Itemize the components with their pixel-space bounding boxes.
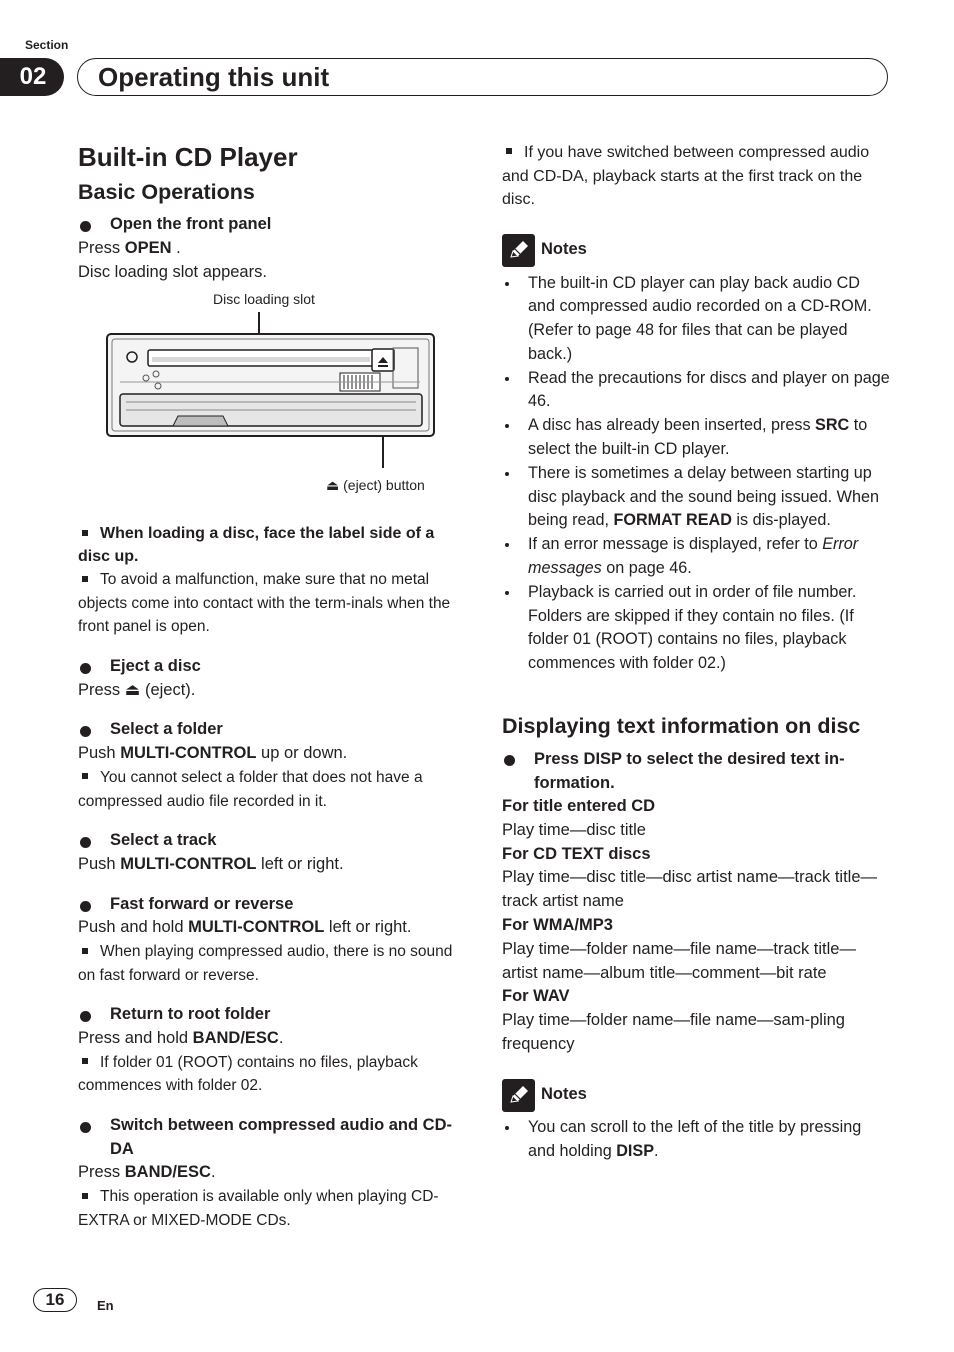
note-text: .	[654, 1141, 659, 1160]
square-bullet-icon	[82, 1193, 88, 1199]
note-item	[502, 533, 890, 581]
note-text: on page 46.	[601, 559, 692, 578]
text: Press	[78, 238, 125, 257]
switch-audio-instruction	[78, 1161, 463, 1185]
bullet-icon	[80, 663, 91, 674]
open-panel-heading-text: Open the front panel	[110, 215, 272, 233]
malfunction-note-text: To avoid a malfunction, make sure that no metal objects come into contact with the term-inals when the front panel is open.	[78, 571, 451, 636]
square-bullet-icon	[82, 1058, 88, 1064]
switch-audio-heading	[78, 1114, 463, 1162]
cd-unit-figure	[78, 288, 463, 518]
text: Push	[78, 854, 121, 873]
eject-caption-text: (eject) button	[343, 477, 425, 494]
text: left or right.	[256, 854, 344, 873]
root-folder-heading-text: Return to root folder	[110, 1005, 271, 1024]
select-folder-note-text: You cannot select a folder that does not have a compressed audio file recorded in it.	[78, 769, 423, 810]
notes-label: Notes	[541, 1085, 587, 1104]
bullet-icon	[80, 901, 91, 912]
text: Press	[78, 680, 125, 699]
select-track-heading-text: Select a track	[110, 831, 217, 850]
fast-forward-instruction	[78, 916, 463, 940]
notes-list-2	[502, 1116, 890, 1164]
text: .	[210, 1163, 216, 1182]
press-disp-text: Press DISP to select the desired text in-formation.	[534, 750, 845, 793]
bullet-icon	[80, 726, 91, 737]
section-title: Operating this unit	[98, 62, 330, 92]
note-item	[502, 462, 890, 533]
page-language: En	[97, 1298, 114, 1313]
error-messages-ref: Error messages	[528, 535, 859, 578]
multi-control-key: MULTI-CONTROL	[120, 744, 257, 763]
notes-label: Notes	[541, 240, 587, 259]
left-column	[78, 140, 463, 1232]
src-key: SRC	[815, 416, 850, 435]
notes-header-2	[502, 1079, 890, 1112]
note-item	[502, 367, 890, 415]
fast-forward-note-text: When playing compressed audio, there is no sound on fast forward or reverse.	[78, 943, 453, 984]
square-bullet-icon	[506, 148, 512, 154]
multi-control-key: MULTI-CONTROL	[120, 854, 257, 873]
cd-text-body: Play time—disc title—disc artist name—track title—track artist name	[502, 868, 878, 911]
text: (eject).	[140, 680, 196, 699]
switch-playback-note-text: If you have switched between compressed audio and CD-DA, playback starts at the first track on the disc.	[502, 144, 870, 208]
note-text: A disc has already been inserted, press	[528, 416, 816, 435]
text: up or down.	[256, 744, 348, 763]
root-folder-note	[78, 1051, 463, 1098]
open-panel-result: Disc loading slot appears.	[78, 262, 267, 281]
bullet-icon	[80, 837, 91, 848]
note-text: You can scroll to the left of the title by pressing and holding	[528, 1117, 862, 1160]
format-read-label: FORMAT READ	[613, 511, 732, 530]
malfunction-note	[78, 568, 463, 639]
select-track-heading	[78, 829, 463, 853]
fast-forward-note	[78, 940, 463, 987]
select-folder-heading-text: Select a folder	[110, 720, 223, 739]
text: Press	[78, 1163, 125, 1182]
eject-instruction	[78, 679, 463, 703]
eject-heading	[78, 655, 463, 679]
note-text: to select the built-in CD player.	[528, 416, 868, 459]
note-text: If an error message is displayed, refer to	[528, 535, 823, 554]
right-column	[502, 141, 890, 1163]
note-item	[502, 581, 890, 676]
root-folder-heading	[78, 1003, 463, 1027]
loading-note-text: When loading a disc, face the label side of a disc up.	[78, 525, 435, 566]
square-bullet-icon	[82, 576, 88, 582]
page-number: 16	[33, 1288, 77, 1312]
switch-playback-note	[502, 141, 890, 212]
select-folder-note	[78, 766, 463, 813]
page-heading: Built-in CD Player	[78, 142, 298, 172]
wav-heading: For WAV	[502, 987, 570, 1006]
wma-mp3-body: Play time—folder name—file name—track title—artist name—album title—comment—bit rate	[502, 939, 856, 982]
note-text: Playback is carried out in order of file number. Folders are skipped if they contain no files. (If folder 01 (ROOT) contains no files, playback commences with folder 02.)	[528, 582, 857, 673]
press-disp-heading	[502, 747, 890, 795]
select-folder-instruction	[78, 742, 463, 766]
eject-heading-text: Eject a disc	[110, 656, 201, 675]
disp-key: DISP	[616, 1141, 655, 1160]
bullet-icon	[80, 221, 91, 232]
wma-mp3-heading: For WMA/MP3	[502, 916, 613, 935]
section-number-badge: 02	[0, 58, 64, 96]
root-folder-instruction	[78, 1027, 463, 1051]
disc-slot-caption: Disc loading slot	[213, 291, 315, 308]
notes-list	[502, 272, 890, 677]
band-esc-key: BAND/ESC	[124, 1163, 211, 1182]
text: .	[171, 238, 181, 257]
pencil-note-icon	[502, 1079, 535, 1112]
switch-audio-heading-text: Switch between compressed audio and CD-DA	[110, 1115, 452, 1158]
switch-audio-note-text: This operation is available only when playing CD-EXTRA or MIXED-MODE CDs.	[78, 1188, 439, 1229]
open-panel-heading	[78, 213, 463, 237]
loading-note	[78, 522, 463, 568]
text: Push and hold	[78, 918, 189, 937]
eject-icon: ⏏	[124, 680, 141, 699]
open-key: OPEN	[124, 238, 172, 257]
note-text: is dis-played.	[731, 511, 831, 530]
fast-forward-heading-text: Fast forward or reverse	[110, 894, 294, 913]
cd-title-body: Play time—disc title	[502, 820, 646, 839]
select-track-instruction	[78, 853, 463, 877]
text: left or right.	[324, 918, 412, 937]
bullet-icon	[80, 1011, 91, 1022]
note-item	[502, 1116, 890, 1164]
notes-header	[502, 234, 890, 267]
fast-forward-heading	[78, 893, 463, 917]
note-text: There is sometimes a delay between starting up disc playback and the sound being issued. When being read,	[528, 463, 879, 530]
eject-icon: ⏏	[326, 477, 340, 494]
open-panel-instruction	[78, 237, 463, 261]
square-bullet-icon	[82, 530, 88, 536]
section-label: Section	[25, 38, 69, 52]
root-folder-note-text: If folder 01 (ROOT) contains no files, playback commences with folder 02.	[78, 1053, 418, 1095]
select-folder-heading	[78, 718, 463, 742]
square-bullet-icon	[82, 773, 88, 779]
note-text: Read the precautions for discs and player on page 46.	[528, 368, 890, 411]
square-bullet-icon	[82, 948, 88, 954]
wav-body: Play time—folder name—file name—sam-pling frequency	[502, 1011, 845, 1054]
basic-operations-heading: Basic Operations	[78, 180, 255, 204]
eject-button-caption	[326, 474, 425, 498]
switch-audio-note	[78, 1185, 463, 1232]
note-item	[502, 414, 890, 462]
cd-text-heading: For CD TEXT discs	[502, 844, 651, 863]
bullet-icon	[80, 1122, 91, 1133]
text: Push	[78, 744, 121, 763]
text: .	[278, 1029, 284, 1048]
display-text-heading: Displaying text information on disc	[502, 714, 861, 739]
text: Press and hold	[78, 1029, 193, 1048]
note-item	[502, 272, 890, 367]
multi-control-key: MULTI-CONTROL	[188, 918, 325, 937]
bullet-icon	[504, 755, 515, 766]
pencil-note-icon	[502, 234, 535, 267]
note-text: The built-in CD player can play back audio CD and compressed audio recorded on a CD-ROM. (Refer to page 48 for files that can be played back.)	[528, 273, 872, 363]
cd-title-heading: For title entered CD	[502, 797, 656, 816]
band-esc-key: BAND/ESC	[192, 1029, 279, 1048]
